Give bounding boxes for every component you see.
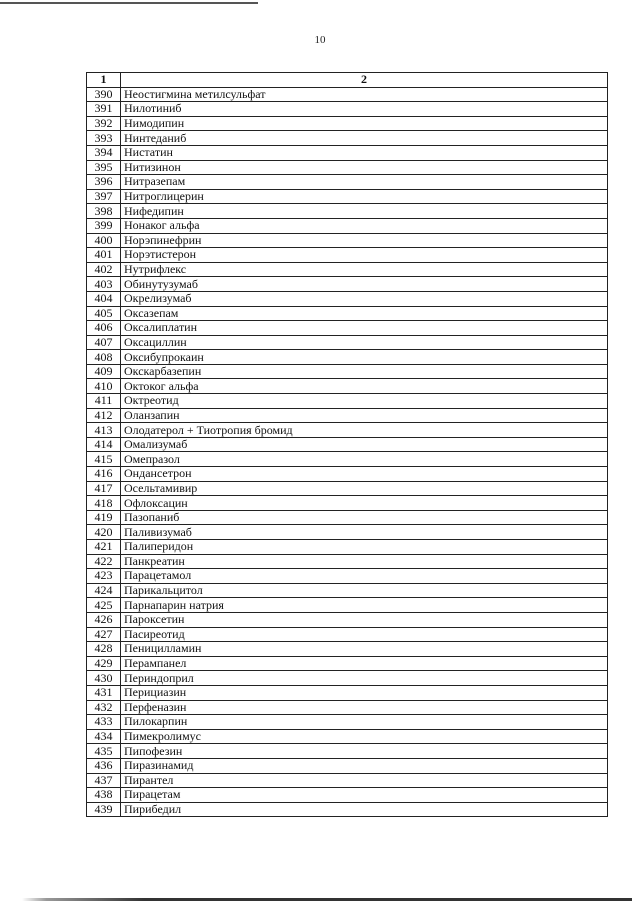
drug-name-cell: Неостигмина метилсульфат — [121, 87, 608, 102]
drug-name-cell: Периндоприл — [121, 671, 608, 686]
table-row — [87, 408, 608, 423]
table-row — [87, 554, 608, 569]
table-row — [87, 102, 608, 117]
row-number-cell: 432 — [87, 700, 121, 715]
table-row — [87, 671, 608, 686]
row-number-cell: 395 — [87, 160, 121, 175]
row-number-cell: 433 — [87, 715, 121, 730]
drug-name-cell: Пазопаниб — [121, 510, 608, 525]
table-row — [87, 321, 608, 336]
table-row — [87, 175, 608, 190]
drug-name-cell: Парацетамол — [121, 569, 608, 584]
table-row — [87, 729, 608, 744]
row-number-cell: 423 — [87, 569, 121, 584]
drug-name-cell: Пирибедил — [121, 802, 608, 817]
row-number-cell: 425 — [87, 598, 121, 613]
bottom-rule — [22, 898, 632, 901]
table-row — [87, 379, 608, 394]
drug-name-cell: Нинтеданиб — [121, 131, 608, 146]
drug-name-cell: Окрелизумаб — [121, 291, 608, 306]
drug-name-cell: Ондансетрон — [121, 467, 608, 482]
drug-name-cell: Перампанел — [121, 656, 608, 671]
table-row — [87, 145, 608, 160]
table-row — [87, 583, 608, 598]
row-number-cell: 391 — [87, 102, 121, 117]
drug-name-cell: Оксазепам — [121, 306, 608, 321]
table-row — [87, 204, 608, 219]
table-row — [87, 540, 608, 555]
drug-name-cell: Нистатин — [121, 145, 608, 160]
table-row — [87, 291, 608, 306]
table-row — [87, 335, 608, 350]
drug-name-cell: Нилотиниб — [121, 102, 608, 117]
table-row — [87, 744, 608, 759]
drug-name-cell: Палиперидон — [121, 540, 608, 555]
row-number-cell: 421 — [87, 540, 121, 555]
row-number-cell: 399 — [87, 218, 121, 233]
drug-name-cell: Окскарбазепин — [121, 364, 608, 379]
row-number-cell: 414 — [87, 437, 121, 452]
drug-name-cell: Пеницилламин — [121, 642, 608, 657]
row-number-cell: 417 — [87, 481, 121, 496]
table-row — [87, 306, 608, 321]
table-row — [87, 233, 608, 248]
drug-name-cell: Перициазин — [121, 685, 608, 700]
row-number-cell: 418 — [87, 496, 121, 511]
row-number-cell: 400 — [87, 233, 121, 248]
row-number-cell: 427 — [87, 627, 121, 642]
table-row — [87, 715, 608, 730]
page-number: 10 — [314, 34, 326, 46]
row-number-cell: 419 — [87, 510, 121, 525]
row-number-cell: 435 — [87, 744, 121, 759]
table-row — [87, 437, 608, 452]
table-row — [87, 218, 608, 233]
table-row — [87, 525, 608, 540]
row-number-cell: 412 — [87, 408, 121, 423]
drug-name-cell: Омализумаб — [121, 437, 608, 452]
table-row — [87, 262, 608, 277]
row-number-cell: 402 — [87, 262, 121, 277]
row-number-cell: 390 — [87, 87, 121, 102]
drug-name-cell: Нитроглицерин — [121, 189, 608, 204]
table-row — [87, 656, 608, 671]
drug-name-cell: Пипофезин — [121, 744, 608, 759]
row-number-cell: 429 — [87, 656, 121, 671]
table-row — [87, 788, 608, 803]
table-row — [87, 481, 608, 496]
table-row — [87, 612, 608, 627]
table-row — [87, 423, 608, 438]
drug-name-cell: Нифедипин — [121, 204, 608, 219]
row-number-cell: 394 — [87, 145, 121, 160]
table-row — [87, 467, 608, 482]
drug-name-cell: Олодатерол + Тиотропия бромид — [121, 423, 608, 438]
row-number-cell: 437 — [87, 773, 121, 788]
table-row — [87, 160, 608, 175]
table-header-row — [87, 73, 608, 88]
row-number-cell: 439 — [87, 802, 121, 817]
drug-name-cell: Октреотид — [121, 394, 608, 409]
table-row — [87, 87, 608, 102]
row-number-cell: 406 — [87, 321, 121, 336]
table-row — [87, 116, 608, 131]
top-rule — [0, 2, 258, 4]
row-number-cell: 430 — [87, 671, 121, 686]
drug-name-cell: Пилокарпин — [121, 715, 608, 730]
drug-name-cell: Парнапарин натрия — [121, 598, 608, 613]
drug-name-cell: Пимекролимус — [121, 729, 608, 744]
table-row — [87, 364, 608, 379]
row-number-cell: 404 — [87, 291, 121, 306]
row-number-cell: 424 — [87, 583, 121, 598]
drug-name-cell: Оксациллин — [121, 335, 608, 350]
table-row — [87, 277, 608, 292]
table-row — [87, 248, 608, 263]
drug-name-cell: Офлоксацин — [121, 496, 608, 511]
row-number-cell: 422 — [87, 554, 121, 569]
drug-name-cell: Норэтистерон — [121, 248, 608, 263]
drug-name-cell: Пирантел — [121, 773, 608, 788]
row-number-cell: 407 — [87, 335, 121, 350]
drug-name-cell: Оксалиплатин — [121, 321, 608, 336]
table-row — [87, 189, 608, 204]
drug-name-cell: Панкреатин — [121, 554, 608, 569]
row-number-cell: 413 — [87, 423, 121, 438]
table-row — [87, 642, 608, 657]
row-number-cell: 398 — [87, 204, 121, 219]
column-header-number: 1 — [87, 73, 121, 88]
row-number-cell: 397 — [87, 189, 121, 204]
drug-name-cell: Перфеназин — [121, 700, 608, 715]
table-row — [87, 758, 608, 773]
row-number-cell: 392 — [87, 116, 121, 131]
row-number-cell: 436 — [87, 758, 121, 773]
table-row — [87, 452, 608, 467]
table-row — [87, 496, 608, 511]
table-row — [87, 569, 608, 584]
table-row — [87, 700, 608, 715]
drug-name-cell: Октоког альфа — [121, 379, 608, 394]
row-number-cell: 415 — [87, 452, 121, 467]
row-number-cell: 393 — [87, 131, 121, 146]
row-number-cell: 410 — [87, 379, 121, 394]
drug-name-cell: Осельтамивир — [121, 481, 608, 496]
drug-name-cell: Омепразол — [121, 452, 608, 467]
table-row — [87, 627, 608, 642]
table-row — [87, 394, 608, 409]
drug-name-cell: Оксибупрокаин — [121, 350, 608, 365]
table-row — [87, 350, 608, 365]
drug-name-cell: Пароксетин — [121, 612, 608, 627]
table-row — [87, 598, 608, 613]
drug-name-cell: Норэпинефрин — [121, 233, 608, 248]
table-row — [87, 510, 608, 525]
drug-name-cell: Обинутузумаб — [121, 277, 608, 292]
row-number-cell: 403 — [87, 277, 121, 292]
row-number-cell: 416 — [87, 467, 121, 482]
row-number-cell: 428 — [87, 642, 121, 657]
drug-name-cell: Пасиреотид — [121, 627, 608, 642]
row-number-cell: 438 — [87, 788, 121, 803]
drug-table — [86, 72, 608, 817]
table-row — [87, 131, 608, 146]
drug-name-cell: Паливизумаб — [121, 525, 608, 540]
table-row — [87, 685, 608, 700]
drug-name-cell: Нитразепам — [121, 175, 608, 190]
row-number-cell: 408 — [87, 350, 121, 365]
row-number-cell: 420 — [87, 525, 121, 540]
drug-name-cell: Нонаког альфа — [121, 218, 608, 233]
row-number-cell: 401 — [87, 248, 121, 263]
drug-name-cell: Оланзапин — [121, 408, 608, 423]
row-number-cell: 405 — [87, 306, 121, 321]
table-body — [87, 87, 608, 817]
row-number-cell: 396 — [87, 175, 121, 190]
drug-name-cell: Нитизинон — [121, 160, 608, 175]
row-number-cell: 426 — [87, 612, 121, 627]
row-number-cell: 409 — [87, 364, 121, 379]
table-row — [87, 773, 608, 788]
row-number-cell: 431 — [87, 685, 121, 700]
column-header-name: 2 — [121, 73, 608, 88]
row-number-cell: 411 — [87, 394, 121, 409]
drug-name-cell: Нимодипин — [121, 116, 608, 131]
drug-name-cell: Пирацетам — [121, 788, 608, 803]
table-row — [87, 802, 608, 817]
drug-name-cell: Парикальцитол — [121, 583, 608, 598]
row-number-cell: 434 — [87, 729, 121, 744]
drug-name-cell: Пиразинамид — [121, 758, 608, 773]
drug-name-cell: Нутрифлекс — [121, 262, 608, 277]
